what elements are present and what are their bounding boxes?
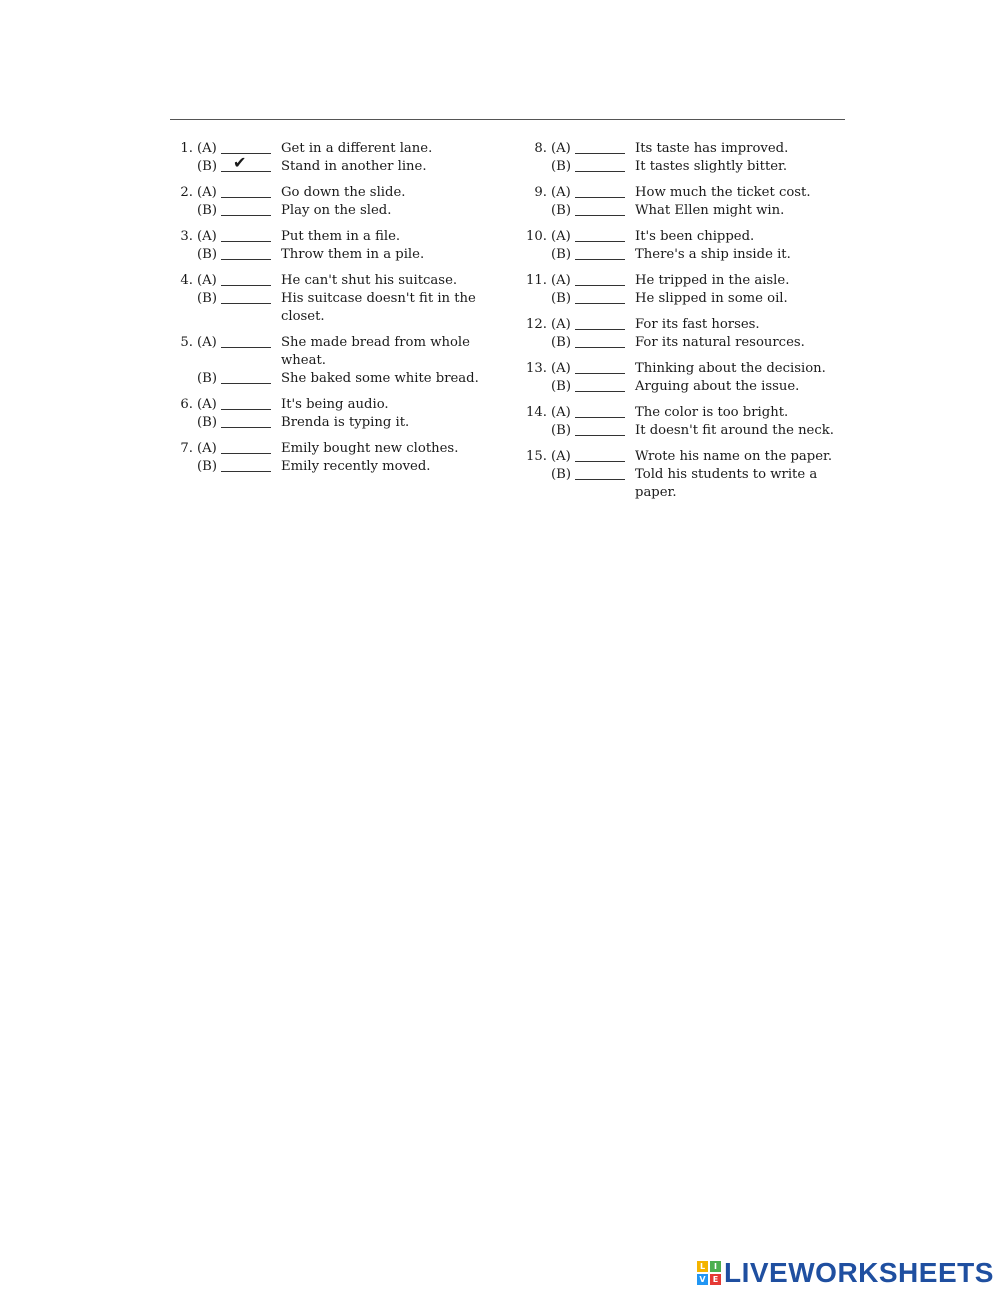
question-item — [520, 316, 850, 352]
option-text: Emily recently moved. — [281, 459, 431, 474]
answer-blank[interactable] — [575, 140, 625, 154]
option-letter: (A) — [551, 229, 571, 244]
option-text: For its fast horses. — [635, 317, 760, 332]
option-text: It tastes slightly bitter. — [635, 159, 788, 174]
option-letter: (A) — [197, 229, 217, 244]
option-letter: (A) — [197, 397, 217, 412]
option-letter: (B) — [551, 203, 571, 218]
answer-blank[interactable] — [221, 396, 271, 410]
answer-blank[interactable] — [575, 422, 625, 436]
answer-option-a — [520, 404, 850, 422]
option-letter: (B) — [197, 159, 217, 174]
option-text: Brenda is typing it. — [281, 415, 410, 430]
checkmark-icon: ✔ — [233, 153, 247, 172]
answer-option-a — [170, 396, 490, 414]
answer-blank[interactable] — [221, 440, 271, 454]
answer-blank[interactable] — [221, 202, 271, 216]
option-letter: (A) — [551, 449, 571, 464]
option-letter: (A) — [197, 141, 217, 156]
answer-option-a — [170, 228, 490, 246]
answer-blank[interactable] — [575, 184, 625, 198]
option-text: What Ellen might win. — [635, 203, 785, 218]
option-letter: (B) — [197, 291, 217, 306]
answer-option-a — [520, 140, 850, 158]
answer-blank[interactable] — [575, 334, 625, 348]
answer-option-a — [170, 184, 490, 202]
answer-option-b — [520, 422, 850, 440]
answer-blank[interactable] — [575, 272, 625, 286]
option-letter: (B) — [551, 467, 571, 482]
option-letter: (B) — [197, 371, 217, 386]
question-item — [520, 272, 850, 308]
answer-blank[interactable] — [575, 228, 625, 242]
option-text: Stand in another line. — [281, 159, 427, 174]
option-text: Throw them in a pile. — [281, 247, 425, 262]
answer-option-b — [520, 290, 850, 308]
answer-blank[interactable] — [221, 153, 271, 172]
answer-option-a — [170, 440, 490, 458]
answer-option-b — [170, 458, 490, 476]
logo-square: V — [697, 1274, 708, 1285]
answer-blank[interactable] — [221, 272, 271, 286]
option-letter: (A) — [551, 361, 571, 376]
answer-blank[interactable] — [575, 378, 625, 392]
option-text: Get in a different lane. — [281, 141, 433, 156]
answer-blank[interactable] — [221, 140, 271, 154]
answer-blank[interactable] — [575, 316, 625, 330]
answer-option-b — [520, 246, 850, 264]
answer-option-b — [170, 414, 490, 432]
logo-square: L — [697, 1261, 708, 1272]
option-letter: (A) — [197, 441, 217, 456]
question-item — [170, 396, 490, 432]
question-item — [170, 334, 490, 388]
question-item — [520, 140, 850, 176]
question-number: 15. — [526, 449, 547, 464]
answer-blank[interactable] — [221, 370, 271, 384]
logo-square: E — [710, 1274, 721, 1285]
option-letter: (B) — [551, 247, 571, 262]
option-letter: (B) — [551, 159, 571, 174]
question-number: 4. — [180, 273, 193, 288]
question-number: 9. — [534, 185, 547, 200]
option-text: Thinking about the decision. — [635, 361, 826, 376]
question-number: 10. — [526, 229, 547, 244]
option-text: She made bread from whole wheat. — [281, 335, 470, 368]
option-text: She baked some white bread. — [281, 371, 479, 386]
answer-blank[interactable] — [575, 360, 625, 374]
option-letter: (B) — [551, 291, 571, 306]
question-number: 11. — [526, 273, 547, 288]
option-text: It's being audio. — [281, 397, 389, 412]
answer-blank[interactable] — [221, 290, 271, 304]
option-text: Emily bought new clothes. — [281, 441, 459, 456]
question-item — [170, 184, 490, 220]
answer-option-b — [170, 153, 490, 176]
answer-blank[interactable] — [575, 404, 625, 418]
option-letter: (B) — [551, 423, 571, 438]
answer-option-b — [520, 466, 850, 502]
option-text: For its natural resources. — [635, 335, 805, 350]
question-item — [170, 440, 490, 476]
liveworksheets-logo — [697, 1257, 994, 1289]
option-letter: (B) — [197, 415, 217, 430]
logo-square: I — [710, 1261, 721, 1272]
answer-blank[interactable] — [221, 334, 271, 348]
answer-option-b — [520, 158, 850, 176]
answer-option-a — [520, 360, 850, 378]
option-text: Play on the sled. — [281, 203, 392, 218]
option-text: How much the ticket cost. — [635, 185, 811, 200]
question-item — [170, 140, 490, 176]
logo-squares-icon — [697, 1261, 721, 1285]
answer-option-b — [170, 246, 490, 264]
option-text: There's a ship inside it. — [635, 247, 791, 262]
answer-option-a — [520, 228, 850, 246]
question-number: 12. — [526, 317, 547, 332]
question-number: 13. — [526, 361, 547, 376]
answer-blank[interactable] — [575, 448, 625, 462]
question-number: 8. — [534, 141, 547, 156]
option-text: He slipped in some oil. — [635, 291, 788, 306]
answer-option-a — [170, 334, 490, 370]
answer-option-a — [520, 272, 850, 290]
answer-option-b — [170, 370, 490, 388]
answer-blank[interactable] — [221, 458, 271, 472]
option-letter: (B) — [197, 247, 217, 262]
option-text: The color is too bright. — [635, 405, 789, 420]
answer-option-b — [170, 202, 490, 220]
question-number: 7. — [180, 441, 193, 456]
option-letter: (A) — [197, 273, 217, 288]
option-text: His suitcase doesn't fit in the closet. — [281, 291, 476, 324]
option-letter: (A) — [551, 185, 571, 200]
option-letter: (B) — [551, 379, 571, 394]
answer-option-a — [520, 316, 850, 334]
answer-blank[interactable] — [221, 228, 271, 242]
option-text: Its taste has improved. — [635, 141, 789, 156]
answer-option-a — [170, 140, 490, 158]
question-number: 14. — [526, 405, 547, 420]
answer-option-b — [520, 334, 850, 352]
option-text: Put them in a file. — [281, 229, 401, 244]
option-text: Arguing about the issue. — [635, 379, 800, 394]
answer-option-a — [170, 272, 490, 290]
answer-blank[interactable] — [575, 246, 625, 260]
answer-blank[interactable] — [221, 414, 271, 428]
answer-option-a — [520, 184, 850, 202]
option-letter: (A) — [551, 141, 571, 156]
answer-option-b — [170, 290, 490, 326]
question-item — [520, 360, 850, 396]
option-text: He tripped in the aisle. — [635, 273, 790, 288]
answer-option-b — [520, 378, 850, 396]
option-text: It's been chipped. — [635, 229, 755, 244]
option-letter: (B) — [197, 203, 217, 218]
option-letter: (A) — [551, 317, 571, 332]
question-number: 6. — [180, 397, 193, 412]
logo-text: LIVEWORKSHEETS — [724, 1257, 994, 1288]
question-number: 1. — [180, 141, 193, 156]
answer-option-b — [520, 202, 850, 220]
question-item — [520, 228, 850, 264]
answer-blank[interactable] — [575, 202, 625, 216]
answer-blank[interactable] — [575, 466, 625, 480]
question-number: 5. — [180, 335, 193, 350]
option-letter: (A) — [197, 185, 217, 200]
option-text: He can't shut his suitcase. — [281, 273, 458, 288]
right-column — [520, 140, 850, 510]
question-item — [170, 272, 490, 326]
question-item — [170, 228, 490, 264]
question-item — [520, 448, 850, 502]
option-letter: (A) — [197, 335, 217, 350]
option-text: Wrote his name on the paper. — [635, 449, 833, 464]
answer-blank[interactable] — [575, 158, 625, 172]
option-text: Told his students to write a paper. — [635, 467, 818, 500]
option-text: Go down the slide. — [281, 185, 406, 200]
question-item — [520, 404, 850, 440]
answer-blank[interactable] — [221, 184, 271, 198]
option-letter: (B) — [551, 335, 571, 350]
question-number: 2. — [180, 185, 193, 200]
option-text: It doesn't fit around the neck. — [635, 423, 834, 438]
answer-blank[interactable] — [575, 290, 625, 304]
question-item — [520, 184, 850, 220]
option-letter: (A) — [551, 405, 571, 420]
top-rule — [170, 119, 845, 120]
question-number: 3. — [180, 229, 193, 244]
option-letter: (A) — [551, 273, 571, 288]
answer-option-a — [520, 448, 850, 466]
option-letter: (B) — [197, 459, 217, 474]
left-column — [170, 140, 490, 484]
answer-blank[interactable] — [221, 246, 271, 260]
